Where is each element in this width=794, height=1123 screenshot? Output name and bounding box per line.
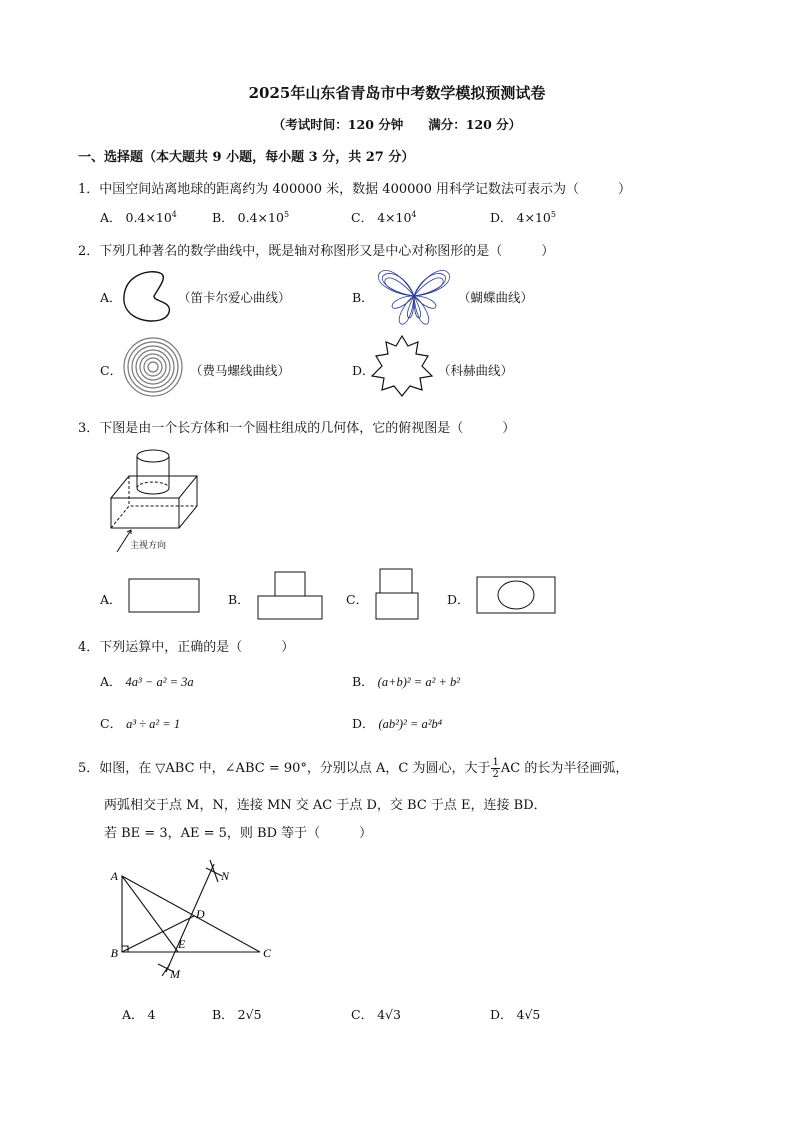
q3-option-b-letter: B． bbox=[228, 592, 250, 607]
option-letter: A． bbox=[122, 1007, 144, 1022]
triangle-figure bbox=[110, 858, 280, 988]
q5-option-a bbox=[122, 1005, 155, 1023]
option-letter: A． bbox=[100, 674, 122, 689]
fraction-denominator: 2 bbox=[492, 769, 499, 780]
q3-option-d-figure bbox=[476, 576, 558, 616]
q5-option-c bbox=[351, 1005, 401, 1023]
option-base: 0.4×10 bbox=[125, 210, 172, 225]
cardioid-curve-figure bbox=[120, 268, 180, 328]
q2-option-a-letter: A． bbox=[100, 290, 122, 305]
q3-option-c-letter: C． bbox=[346, 592, 369, 607]
q5-line3: 若 BE = 3，AE = 5，则 BD 等于（ ） bbox=[104, 826, 373, 841]
label-m: M bbox=[170, 967, 180, 981]
q3-option-c-figure bbox=[375, 568, 421, 622]
q1-option-c bbox=[351, 208, 417, 226]
view-direction-label: 主视方向 bbox=[130, 541, 167, 551]
q2-option-c-label: （费马螺线曲线） bbox=[190, 363, 291, 378]
option-expr: 4a³ − a² = 3a bbox=[125, 675, 194, 689]
option-exp: 4 bbox=[411, 209, 417, 219]
q2-option-d-letter: D． bbox=[352, 363, 375, 378]
option-value: 4√3 bbox=[377, 1007, 401, 1022]
butterfly-curve-figure bbox=[375, 266, 453, 328]
q2-option-b-label: （蝴蝶曲线） bbox=[458, 290, 534, 305]
label-a: A bbox=[110, 869, 118, 883]
label-e: E bbox=[178, 937, 186, 951]
option-letter: C． bbox=[100, 716, 123, 731]
q5-line2: 两弧相交于点 M，N，连接 MN 交 AC 于点 D，交 BC 于点 E，连接 BD． bbox=[104, 798, 547, 813]
label-b: B bbox=[110, 946, 118, 960]
option-value: 4 bbox=[147, 1007, 156, 1022]
label-c: C bbox=[263, 946, 272, 960]
option-expr: (a+b)² = a² + b² bbox=[377, 675, 461, 689]
option-expr: a³ ÷ a² = 1 bbox=[126, 717, 181, 731]
fraction-numerator: 1 bbox=[492, 757, 499, 768]
q2-option-c-letter: C． bbox=[100, 363, 123, 378]
option-value: 2√5 bbox=[237, 1007, 262, 1022]
option-exp: 5 bbox=[283, 209, 290, 219]
q3-option-d-letter: D． bbox=[447, 592, 470, 607]
section-heading: 一、选择题（本大题共 9 小题，每小题 3 分，共 27 分） bbox=[78, 150, 415, 165]
option-base: 4×10 bbox=[377, 210, 412, 225]
option-value: 4√5 bbox=[516, 1007, 541, 1022]
label-n: N bbox=[221, 869, 230, 883]
option-letter: D． bbox=[352, 716, 375, 731]
q4-option-b bbox=[352, 672, 460, 690]
option-letter: D． bbox=[490, 1007, 513, 1022]
option-letter: C． bbox=[351, 210, 374, 225]
option-exp: 4 bbox=[171, 209, 177, 219]
option-expr: (ab²)² = a²b⁴ bbox=[378, 717, 443, 731]
q5-option-b bbox=[212, 1005, 262, 1023]
q2-option-d-label: （科赫曲线） bbox=[438, 363, 514, 378]
q4-option-a bbox=[100, 672, 194, 690]
fermat-spiral-figure bbox=[122, 336, 184, 398]
option-letter: D． bbox=[490, 210, 513, 225]
q2-stem: 2．下列几种著名的数学曲线中，既是轴对称图形又是中心对称图形的是（ ） bbox=[78, 244, 555, 259]
option-base: 4×10 bbox=[516, 210, 551, 225]
q1-option-b bbox=[212, 208, 289, 226]
q2-option-a-label: （笛卡尔爱心曲线） bbox=[178, 290, 291, 305]
paper-title: 2025年山东省青岛市中考数学模拟预测试卷 bbox=[248, 84, 546, 102]
q5-option-d bbox=[490, 1005, 540, 1023]
q5-line1-a: 5．如图，在 ▽ABC 中，∠ABC = 90°，分别以点 A，C 为圆心，大于 bbox=[78, 761, 491, 776]
fraction-half bbox=[491, 757, 499, 780]
option-letter: A． bbox=[100, 210, 122, 225]
paper-subtitle: （考试时间：120 分钟 满分：120 分） bbox=[272, 117, 522, 132]
option-letter: B． bbox=[352, 674, 374, 689]
option-letter: B． bbox=[212, 210, 234, 225]
q3-option-a-figure bbox=[128, 578, 202, 614]
option-exp: 5 bbox=[550, 209, 556, 219]
q4-option-d bbox=[352, 714, 442, 732]
q3-option-b-figure bbox=[257, 571, 325, 621]
q1-option-a bbox=[100, 208, 177, 226]
q1-stem: 1．中国空间站离地球的距离约为 400000 米，数据 400000 用科学记数法可表示为（ ） bbox=[78, 182, 632, 197]
q4-option-c bbox=[100, 714, 180, 732]
q1-option-d bbox=[490, 208, 556, 226]
option-base: 0.4×10 bbox=[237, 210, 284, 225]
q3-stem: 3．下图是由一个长方体和一个圆柱组成的几何体，它的俯视图是（ ） bbox=[78, 421, 516, 436]
q3-option-a-letter: A． bbox=[100, 592, 122, 607]
q5-line1-b: AC 的长为半径画弧， bbox=[500, 761, 629, 776]
q5-line1 bbox=[78, 757, 628, 780]
q2-option-b-letter: B． bbox=[352, 290, 374, 305]
q4-stem: 4．下列运算中，正确的是（ ） bbox=[78, 640, 295, 655]
option-letter: C． bbox=[351, 1007, 374, 1022]
label-d: D bbox=[196, 907, 205, 921]
option-letter: B． bbox=[212, 1007, 234, 1022]
koch-curve-figure bbox=[370, 334, 434, 398]
